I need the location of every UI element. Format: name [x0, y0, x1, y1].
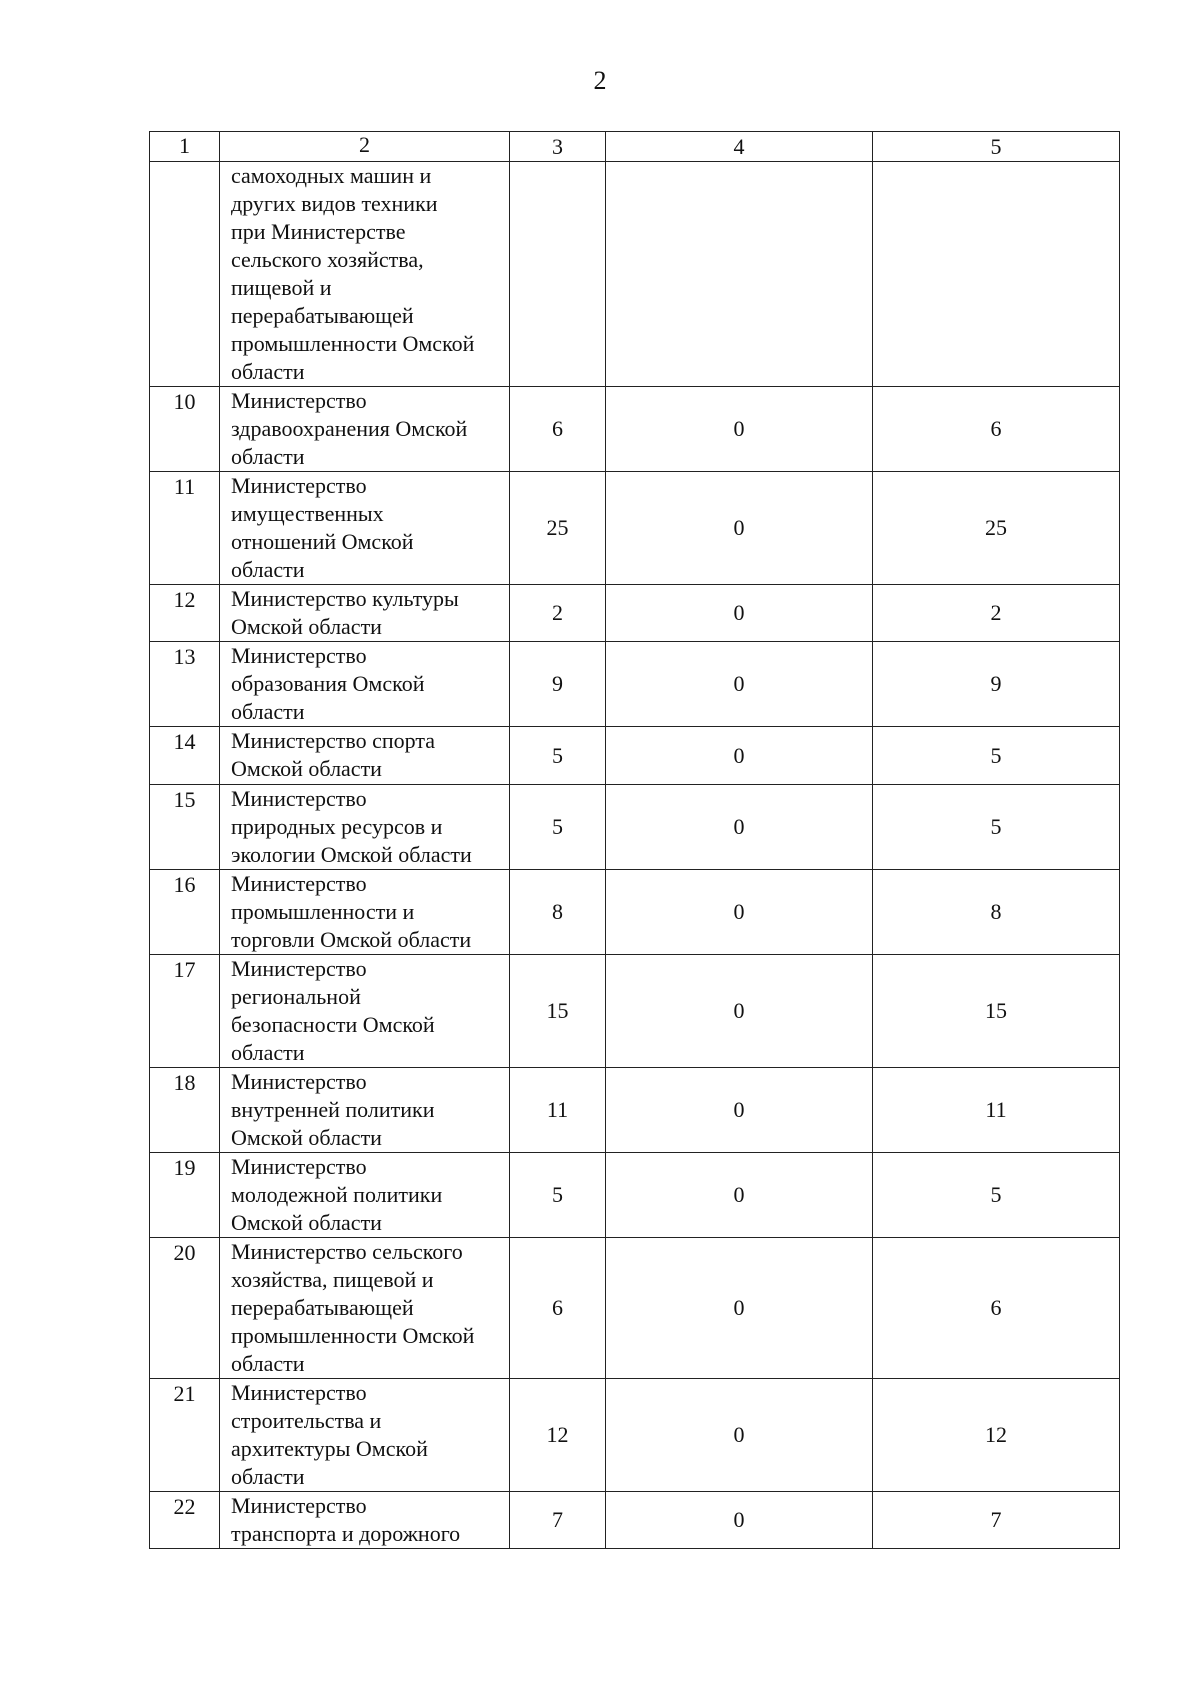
row-number-cell: 18: [150, 1068, 220, 1153]
organization-name-line: области: [231, 699, 305, 724]
organization-name-line: области: [231, 1351, 305, 1376]
organization-name-line: Министерство: [231, 1493, 367, 1518]
table-row: [150, 585, 1120, 642]
table-row: [150, 955, 1120, 1068]
allocation-table: [149, 131, 1120, 1549]
header-cell-1: 1: [150, 132, 220, 162]
table-row: [150, 642, 1120, 727]
organization-name-line: области: [231, 359, 305, 384]
organization-name-cell: [220, 472, 510, 585]
page-number: 2: [593, 66, 607, 95]
value-cell-column-4: 0: [606, 472, 873, 585]
organization-name-line: промышленности Омской: [231, 1323, 475, 1348]
organization-name-line: Министерство: [231, 871, 367, 896]
organization-name-line: сельского хозяйства,: [231, 247, 424, 272]
organization-name-cell: [220, 1068, 510, 1153]
organization-name-line: образования Омской: [231, 671, 425, 696]
value-cell-column-5: 9: [873, 642, 1120, 727]
organization-name-line: промышленности Омской: [231, 331, 475, 356]
value-cell-column-3: 15: [510, 955, 606, 1068]
organization-name-line: безопасности Омской: [231, 1012, 435, 1037]
value-cell-column-5: 6: [873, 387, 1120, 472]
row-number-cell: 13: [150, 642, 220, 727]
row-number-cell: 10: [150, 387, 220, 472]
table-row: [150, 1379, 1120, 1492]
organization-name-cell: [220, 727, 510, 785]
value-cell-column-4: 0: [606, 1153, 873, 1238]
value-cell-column-5: 5: [873, 727, 1120, 785]
table-row: [150, 1153, 1120, 1238]
value-cell-column-5: 5: [873, 785, 1120, 870]
value-cell-column-4: 0: [606, 387, 873, 472]
organization-name-line: строительства и: [231, 1408, 382, 1433]
organization-name-line: области: [231, 1464, 305, 1489]
table-body: [150, 132, 1120, 1549]
table-row: [150, 472, 1120, 585]
value-cell-column-3: 6: [510, 1238, 606, 1379]
organization-name-line: Министерство: [231, 473, 367, 498]
organization-name-cell: [220, 1238, 510, 1379]
organization-name-line: экологии Омской области: [231, 842, 472, 867]
row-number-cell: 19: [150, 1153, 220, 1238]
value-cell-column-4: 0: [606, 1379, 873, 1492]
value-cell-column-5: 7: [873, 1492, 1120, 1549]
value-cell-column-3: 8: [510, 870, 606, 955]
organization-name-line: других видов техники: [231, 191, 438, 216]
organization-name-line: природных ресурсов и: [231, 814, 443, 839]
organization-name-cell: [220, 585, 510, 642]
row-number-cell: 16: [150, 870, 220, 955]
organization-name-line: Омской области: [231, 1210, 382, 1235]
value-cell-column-3: 12: [510, 1379, 606, 1492]
organization-name-line: Омской области: [231, 756, 382, 781]
organization-name-cell: [220, 1153, 510, 1238]
value-cell-column-5: 6: [873, 1238, 1120, 1379]
table-header-row: [150, 132, 1120, 162]
organization-name-line: Министерство сельского: [231, 1239, 463, 1264]
organization-name-line: архитектуры Омской: [231, 1436, 428, 1461]
table-row: [150, 1238, 1120, 1379]
organization-name-line: Министерство: [231, 388, 367, 413]
row-number-cell: [150, 162, 220, 387]
table-row: [150, 162, 1120, 387]
organization-name-cell: [220, 870, 510, 955]
value-cell-column-4: 0: [606, 1068, 873, 1153]
value-cell-column-3: 2: [510, 585, 606, 642]
header-cell-2: 2: [220, 132, 510, 162]
row-number-cell: 11: [150, 472, 220, 585]
organization-name-line: отношений Омской: [231, 529, 414, 554]
value-cell-column-5: 12: [873, 1379, 1120, 1492]
value-cell-column-5: 15: [873, 955, 1120, 1068]
organization-name-line: здравоохранения Омской: [231, 416, 468, 441]
value-cell-column-4: 0: [606, 727, 873, 785]
organization-name-line: самоходных машин и: [231, 163, 432, 188]
header-cell-3: 3: [510, 132, 606, 162]
row-number-cell: 20: [150, 1238, 220, 1379]
value-cell-column-3: 11: [510, 1068, 606, 1153]
organization-name-cell: [220, 387, 510, 472]
table-row: [150, 870, 1120, 955]
organization-name-cell: [220, 955, 510, 1068]
value-cell-column-4: [606, 162, 873, 387]
value-cell-column-4: 0: [606, 585, 873, 642]
organization-name-line: Министерство: [231, 1154, 367, 1179]
value-cell-column-4: 0: [606, 1492, 873, 1549]
organization-name-line: перерабатывающей: [231, 303, 414, 328]
organization-name-line: Министерство: [231, 956, 367, 981]
organization-name-line: при Министерстве: [231, 219, 406, 244]
organization-name-line: хозяйства, пищевой и: [231, 1267, 434, 1292]
organization-name-line: Омской области: [231, 1125, 382, 1150]
value-cell-column-3: [510, 162, 606, 387]
row-number-cell: 15: [150, 785, 220, 870]
organization-name-line: Министерство: [231, 786, 367, 811]
value-cell-column-5: 5: [873, 1153, 1120, 1238]
value-cell-column-4: 0: [606, 955, 873, 1068]
value-cell-column-5: [873, 162, 1120, 387]
value-cell-column-3: 6: [510, 387, 606, 472]
table-row: [150, 727, 1120, 785]
value-cell-column-3: 5: [510, 1153, 606, 1238]
value-cell-column-3: 5: [510, 785, 606, 870]
organization-name-cell: [220, 1379, 510, 1492]
row-number-cell: 17: [150, 955, 220, 1068]
organization-name-line: области: [231, 444, 305, 469]
value-cell-column-4: 0: [606, 785, 873, 870]
value-cell-column-3: 25: [510, 472, 606, 585]
organization-name-cell: [220, 785, 510, 870]
value-cell-column-3: 9: [510, 642, 606, 727]
organization-name-line: транспорта и дорожного: [231, 1521, 461, 1546]
value-cell-column-5: 11: [873, 1068, 1120, 1153]
row-number-cell: 12: [150, 585, 220, 642]
organization-name-line: перерабатывающей: [231, 1295, 414, 1320]
organization-name-line: Министерство: [231, 643, 367, 668]
value-cell-column-4: 0: [606, 870, 873, 955]
table-row: [150, 1068, 1120, 1153]
organization-name-line: имущественных: [231, 501, 384, 526]
organization-name-line: Омской области: [231, 614, 382, 639]
organization-name-cell: [220, 162, 510, 387]
organization-name-line: области: [231, 1040, 305, 1065]
organization-name-cell: [220, 642, 510, 727]
organization-name-line: региональной: [231, 984, 361, 1009]
organization-name-line: Министерство культуры: [231, 586, 459, 611]
table-row: [150, 785, 1120, 870]
row-number-cell: 14: [150, 727, 220, 785]
header-cell-5: 5: [873, 132, 1120, 162]
organization-name-line: промышленности и: [231, 899, 415, 924]
organization-name-line: торговли Омской области: [231, 927, 472, 952]
table-row: [150, 387, 1120, 472]
value-cell-column-4: 0: [606, 642, 873, 727]
value-cell-column-5: 2: [873, 585, 1120, 642]
organization-name-line: пищевой и: [231, 275, 332, 300]
header-cell-4: 4: [606, 132, 873, 162]
organization-name-line: внутренней политики: [231, 1097, 435, 1122]
value-cell-column-3: 7: [510, 1492, 606, 1549]
organization-name-cell: [220, 1492, 510, 1549]
value-cell-column-5: 8: [873, 870, 1120, 955]
organization-name-line: Министерство: [231, 1069, 367, 1094]
value-cell-column-5: 25: [873, 472, 1120, 585]
value-cell-column-4: 0: [606, 1238, 873, 1379]
table-row: [150, 1492, 1120, 1549]
row-number-cell: 22: [150, 1492, 220, 1549]
row-number-cell: 21: [150, 1379, 220, 1492]
organization-name-line: Министерство спорта: [231, 728, 436, 753]
organization-name-line: Министерство: [231, 1380, 367, 1405]
organization-name-line: области: [231, 557, 305, 582]
value-cell-column-3: 5: [510, 727, 606, 785]
organization-name-line: молодежной политики: [231, 1182, 443, 1207]
